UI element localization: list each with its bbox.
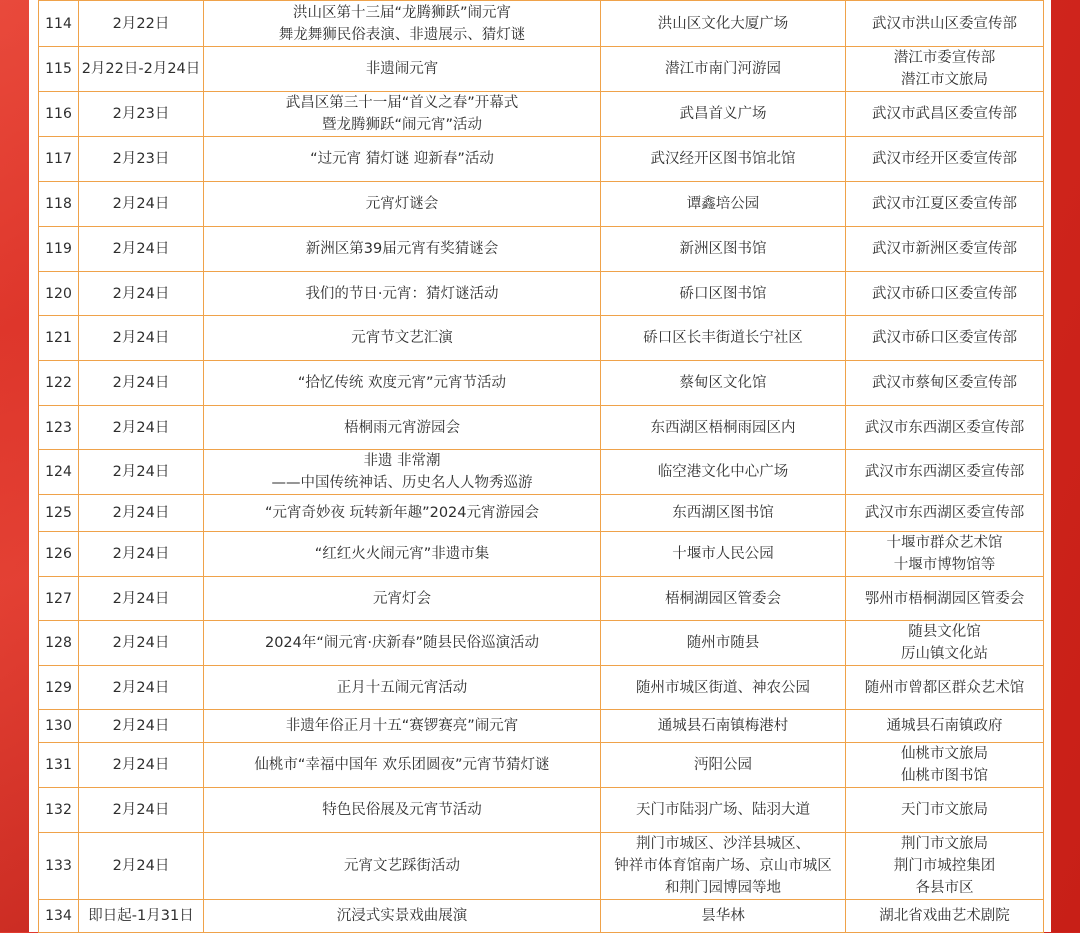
location-line: 和荆门园博园等地 (665, 880, 781, 896)
event-name-line: 洪山区第十三届“龙腾狮跃”闹元宵 (292, 4, 512, 21)
organizer-line: 荆门市城控集团 (893, 858, 996, 874)
event-cell (204, 361, 601, 406)
organizer-line: 十堰市博物馆等 (893, 557, 996, 573)
event-date: 2月24日 (112, 375, 170, 391)
location-cell (601, 137, 846, 182)
event-date: 即日起-1月31日 (88, 908, 194, 924)
event-cell (204, 666, 601, 710)
organizer-line: 仙桃市文旅局 (901, 746, 988, 762)
number-cell (39, 900, 79, 933)
organizer-line: 鄂州市梧桐湖园区管委会 (864, 590, 1025, 607)
organizer-cell (846, 1, 1044, 47)
row-number: 126 (45, 546, 72, 562)
table-row (39, 450, 1044, 495)
organizer-cell (846, 47, 1044, 92)
row-number: 132 (45, 802, 72, 818)
location-cell (601, 47, 846, 92)
organizer-cell (846, 495, 1044, 532)
event-name-line: 新洲区第39届元宵有奖猜谜会 (305, 241, 499, 257)
location-line: 沔阳公园 (694, 757, 752, 773)
number-cell (39, 227, 79, 272)
date-cell (79, 532, 204, 577)
table-row (39, 316, 1044, 361)
event-date: 2月24日 (112, 419, 170, 436)
event-date: 2月24日 (112, 505, 170, 521)
date-cell (79, 833, 204, 900)
event-name-line: 正月十五闹元宵活动 (336, 679, 468, 696)
event-date: 2月24日 (112, 858, 170, 874)
number-cell (39, 666, 79, 710)
location-line: 随州市随县 (686, 635, 760, 651)
event-name-line: 元宵灯会 (373, 590, 431, 607)
event-name-line: 沉浸式实景戏曲展演 (336, 908, 468, 924)
location-line: 天门市陆羽广场、陆羽大道 (636, 802, 810, 818)
red-frame-left (0, 0, 29, 932)
table-row (39, 406, 1044, 450)
organizer-line: 武汉市武昌区委宣传部 (872, 106, 1017, 122)
event-cell (204, 137, 601, 182)
events-table (38, 0, 1044, 933)
location-line: 潜江市南门河游园 (665, 61, 781, 77)
event-name-line: 武昌区第三十一届“首义之春”开幕式 (285, 95, 519, 111)
date-cell (79, 272, 204, 316)
organizer-line: 潜江市文旅局 (901, 72, 988, 88)
date-cell (79, 137, 204, 182)
table-row (39, 743, 1044, 788)
event-cell (204, 788, 601, 833)
event-date: 2月24日 (112, 590, 170, 607)
event-name-line: 非遗闹元宵 (365, 61, 439, 77)
organizer-cell (846, 621, 1044, 666)
event-date: 2月24日 (112, 802, 170, 818)
number-cell (39, 182, 79, 227)
event-cell (204, 272, 601, 316)
number-cell (39, 272, 79, 316)
organizer-line: 仙桃市图书馆 (901, 768, 988, 784)
row-number: 130 (45, 718, 72, 734)
event-cell (204, 532, 601, 577)
location-cell (601, 833, 846, 900)
number-cell (39, 710, 79, 743)
location-line: 武汉经开区图书馆北馆 (650, 151, 796, 167)
organizer-line: 武汉市东西湖区委宣传部 (864, 419, 1025, 436)
organizer-cell (846, 92, 1044, 137)
row-number: 123 (45, 419, 72, 436)
row-number: 115 (45, 61, 72, 77)
event-cell (204, 47, 601, 92)
location-cell (601, 788, 846, 833)
number-cell (39, 577, 79, 621)
number-cell (39, 495, 79, 532)
event-name-line: ——中国传统神话、历史名人人物秀巡游 (271, 475, 533, 491)
event-cell (204, 450, 601, 495)
organizer-line: 潜江市委宣传部 (893, 50, 996, 66)
location-line: 钟祥市体育馆南广场、京山市城区 (614, 858, 832, 874)
organizer-line: 武汉市东西湖区委宣传部 (864, 505, 1025, 521)
table-row (39, 621, 1044, 666)
number-cell (39, 92, 79, 137)
table-row (39, 495, 1044, 532)
event-name-line: 2024年“闹元宵·庆新春”随县民俗巡演活动 (264, 635, 540, 651)
location-line: 临空港文化中心广场 (657, 464, 789, 480)
event-name-line: 元宵文艺踩街活动 (344, 858, 460, 874)
event-name-line: 暨龙腾狮跃“闹元宵”活动 (321, 117, 483, 133)
organizer-cell (846, 137, 1044, 182)
event-date: 2月24日 (112, 285, 170, 302)
event-name-line: 元宵灯谜会 (365, 196, 439, 212)
table-row (39, 788, 1044, 833)
location-cell (601, 495, 846, 532)
organizer-line: 武汉市经开区委宣传部 (872, 151, 1017, 167)
table-row (39, 532, 1044, 577)
row-number: 134 (45, 908, 72, 924)
organizer-cell (846, 532, 1044, 577)
date-cell (79, 182, 204, 227)
event-cell (204, 577, 601, 621)
location-cell (601, 361, 846, 406)
row-number: 119 (45, 241, 72, 257)
event-name-line: 非遗 非常潮 (363, 453, 441, 469)
organizer-line: 各县市区 (915, 880, 974, 896)
organizer-cell (846, 450, 1044, 495)
row-number: 127 (45, 590, 72, 607)
organizer-line: 武汉市蔡甸区委宣传部 (872, 375, 1017, 391)
location-line: 新洲区图书馆 (679, 241, 767, 257)
event-cell (204, 316, 601, 361)
table-row (39, 710, 1044, 743)
row-number: 121 (45, 330, 72, 346)
location-line: 洪山区文化大厦广场 (657, 15, 789, 32)
table-row (39, 227, 1044, 272)
row-number: 122 (45, 375, 72, 391)
location-cell (601, 227, 846, 272)
event-name-line: 梧桐雨元宵游园会 (344, 419, 460, 436)
location-cell (601, 577, 846, 621)
location-line: 东西湖区梧桐雨园区内 (650, 419, 796, 436)
table-row (39, 577, 1044, 621)
event-name-line: “拾忆传统 欢度元宵”元宵节活动 (297, 375, 507, 391)
organizer-cell (846, 182, 1044, 227)
organizer-cell (846, 316, 1044, 361)
location-line: 谭鑫培公园 (686, 196, 760, 212)
row-number: 133 (45, 858, 72, 874)
date-cell (79, 227, 204, 272)
row-number: 117 (45, 151, 72, 167)
row-number: 128 (45, 635, 72, 651)
number-cell (39, 361, 79, 406)
event-name-line: 仙桃市“幸福中国年 欢乐团圆夜”元宵节猜灯谜 (254, 757, 550, 773)
date-cell (79, 316, 204, 361)
location-cell (601, 900, 846, 933)
event-name-line: “红红火火闹元宵”非遗市集 (314, 546, 490, 562)
location-line: 十堰市人民公园 (672, 546, 774, 562)
event-cell (204, 710, 601, 743)
location-line: 硚口区图书馆 (679, 285, 767, 302)
organizer-line: 厉山镇文化站 (901, 646, 988, 662)
date-cell (79, 406, 204, 450)
date-cell (79, 47, 204, 92)
row-number: 116 (45, 106, 72, 122)
organizer-cell (846, 900, 1044, 933)
event-date: 2月24日 (112, 464, 170, 480)
date-cell (79, 577, 204, 621)
date-cell (79, 1, 204, 47)
number-cell (39, 1, 79, 47)
organizer-cell (846, 833, 1044, 900)
organizer-cell (846, 406, 1044, 450)
table-row (39, 900, 1044, 933)
organizer-cell (846, 272, 1044, 316)
organizer-cell (846, 577, 1044, 621)
organizer-line: 随州市曾都区群众艺术馆 (864, 679, 1025, 696)
date-cell (79, 621, 204, 666)
location-cell (601, 272, 846, 316)
event-date: 2月23日 (112, 151, 170, 167)
event-name-line: 我们的节日·元宵：猜灯谜活动 (305, 285, 499, 302)
location-line: 武昌首义广场 (679, 106, 767, 122)
number-cell (39, 833, 79, 900)
table-row (39, 137, 1044, 182)
event-cell (204, 182, 601, 227)
date-cell (79, 900, 204, 933)
organizer-line: 通城县石南镇政府 (886, 718, 1003, 734)
event-cell (204, 92, 601, 137)
location-line: 梧桐湖园区管委会 (665, 590, 781, 607)
event-name-line: “过元宵 猜灯谜 迎新春”活动 (310, 151, 494, 167)
organizer-line: 十堰市群众艺术馆 (886, 535, 1003, 551)
organizer-line: 荆门市文旅局 (901, 836, 988, 852)
row-number: 118 (45, 196, 72, 212)
organizer-line: 武汉市江夏区委宣传部 (872, 196, 1017, 212)
organizer-cell (846, 710, 1044, 743)
location-cell (601, 743, 846, 788)
location-cell (601, 316, 846, 361)
date-cell (79, 666, 204, 710)
row-number: 131 (45, 757, 72, 773)
location-cell (601, 1, 846, 47)
number-cell (39, 450, 79, 495)
organizer-line: 武汉市硚口区委宣传部 (872, 330, 1017, 346)
location-line: 通城县石南镇梅港村 (657, 718, 789, 734)
organizer-line: 天门市文旅局 (901, 802, 988, 818)
number-cell (39, 788, 79, 833)
number-cell (39, 621, 79, 666)
event-date: 2月24日 (112, 196, 170, 212)
event-cell (204, 621, 601, 666)
location-line: 随州市城区街道、神农公园 (636, 679, 810, 696)
row-number: 120 (45, 285, 72, 302)
organizer-line: 武汉市硚口区委宣传部 (872, 285, 1017, 302)
event-date: 2月24日 (112, 635, 170, 651)
location-line: 蔡甸区文化馆 (679, 375, 767, 391)
date-cell (79, 788, 204, 833)
event-date: 2月22日 (112, 15, 170, 32)
date-cell (79, 495, 204, 532)
table-row (39, 182, 1044, 227)
number-cell (39, 316, 79, 361)
table-row (39, 1, 1044, 47)
number-cell (39, 137, 79, 182)
table-row (39, 47, 1044, 92)
event-date: 2月24日 (112, 757, 170, 773)
event-date: 2月24日 (112, 546, 170, 562)
number-cell (39, 406, 79, 450)
organizer-line: 武汉市东西湖区委宣传部 (864, 464, 1025, 480)
organizer-cell (846, 788, 1044, 833)
table-row (39, 272, 1044, 316)
event-date: 2月24日 (112, 679, 170, 696)
organizer-line: 武汉市新洲区委宣传部 (872, 241, 1017, 257)
location-cell (601, 532, 846, 577)
organizer-cell (846, 666, 1044, 710)
event-name-line: 非遗年俗正月十五“赛锣赛亮”闹元宵 (285, 718, 519, 734)
number-cell (39, 743, 79, 788)
number-cell (39, 47, 79, 92)
organizer-line: 武汉市洪山区委宣传部 (872, 15, 1017, 32)
event-name-line: 舞龙舞狮民俗表演、非遗展示、猜灯谜 (278, 26, 526, 43)
location-cell (601, 621, 846, 666)
table-row (39, 361, 1044, 406)
event-name-line: “元宵奇妙夜 玩转新年趣”2024元宵游园会 (264, 505, 540, 521)
location-line: 荆门市城区、沙洋县城区、 (636, 836, 810, 852)
event-name-line: 特色民俗展及元宵节活动 (322, 802, 482, 818)
organizer-cell (846, 743, 1044, 788)
table-row (39, 666, 1044, 710)
date-cell (79, 450, 204, 495)
event-date: 2月22日-2月24日 (81, 61, 201, 77)
organizer-line: 随县文化馆 (908, 624, 981, 640)
event-cell (204, 743, 601, 788)
organizer-cell (846, 361, 1044, 406)
row-number: 129 (45, 679, 72, 696)
event-date: 2月24日 (112, 718, 170, 734)
event-date: 2月24日 (112, 241, 170, 257)
location-cell (601, 666, 846, 710)
row-number: 114 (45, 15, 72, 32)
location-cell (601, 450, 846, 495)
table-row (39, 833, 1044, 900)
event-cell (204, 900, 601, 933)
event-cell (204, 495, 601, 532)
number-cell (39, 532, 79, 577)
event-cell (204, 227, 601, 272)
location-line: 硚口区长丰街道长宁社区 (643, 330, 803, 346)
table-row (39, 92, 1044, 137)
row-number: 125 (45, 505, 72, 521)
organizer-line: 湖北省戏曲艺术剧院 (879, 908, 1010, 924)
event-cell (204, 833, 601, 900)
location-cell (601, 710, 846, 743)
event-cell (204, 1, 601, 47)
location-cell (601, 182, 846, 227)
row-number: 124 (45, 464, 72, 480)
location-line: 昙华林 (701, 908, 745, 924)
location-cell (601, 92, 846, 137)
date-cell (79, 361, 204, 406)
date-cell (79, 743, 204, 788)
event-cell (204, 406, 601, 450)
date-cell (79, 710, 204, 743)
event-date: 2月24日 (112, 330, 170, 346)
organizer-cell (846, 227, 1044, 272)
event-name-line: 元宵节文艺汇演 (351, 330, 453, 346)
location-cell (601, 406, 846, 450)
event-date: 2月23日 (112, 106, 170, 122)
location-line: 东西湖区图书馆 (672, 505, 774, 521)
date-cell (79, 92, 204, 137)
